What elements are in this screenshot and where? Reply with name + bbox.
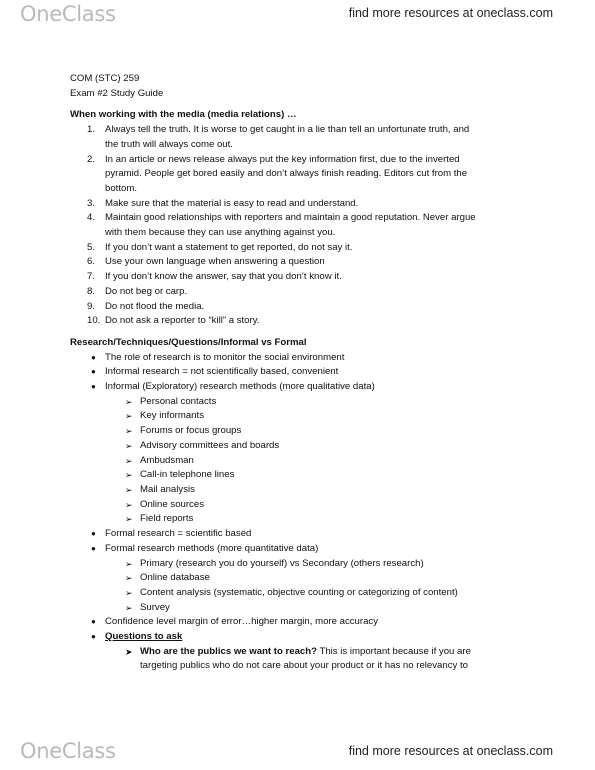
- item-line: Do not flood the media.: [105, 300, 205, 312]
- bullet-text: Informal research = not scientifically based, convenient: [105, 366, 339, 378]
- research-bullets-3: [70, 615, 540, 644]
- arrow-icon: ➢: [125, 602, 133, 613]
- arrow-icon: ➢: [125, 484, 133, 495]
- list-item: [70, 586, 540, 601]
- list-item: [70, 409, 540, 424]
- list-item: [70, 395, 540, 410]
- list-item: [70, 365, 540, 380]
- section-research-title: Research/Techniques/Questions/Informal vs Formal: [70, 336, 307, 348]
- list-item: [70, 527, 540, 542]
- item-line: with them because they can use anything against you.: [105, 227, 336, 239]
- bullet-text: Informal (Exploratory) research methods (more qualitative data): [105, 381, 375, 393]
- item-number: 1.: [87, 124, 96, 136]
- document-subtitle: Exam #2 Study Guide: [70, 87, 164, 99]
- item-number: 5.: [87, 241, 96, 253]
- logo-text: OneClass: [20, 2, 116, 26]
- item-line: pyramid. People get bored easily and don’t always finish reading. Editors cut from the: [105, 168, 468, 180]
- list-item: [70, 557, 540, 572]
- bullet-text: Formal research methods (more quantitative data): [105, 542, 319, 554]
- resources-link[interactable]: find more resources at oneclass.com: [348, 6, 553, 20]
- research-bullets-2: [70, 527, 540, 556]
- item-number: 2.: [87, 153, 96, 165]
- method-text: Survey: [140, 601, 170, 613]
- list-item: [70, 454, 540, 469]
- list-item: [70, 571, 540, 586]
- list-item: [70, 630, 540, 645]
- numbered-item: [70, 300, 540, 315]
- item-line: In an article or news release always put the key information first, due to the inverted: [105, 153, 460, 165]
- item-line: If you don’t want a statement to get reported, do not say it.: [105, 241, 353, 253]
- course-code: COM (STC) 259: [70, 73, 140, 84]
- page-footer: [0, 738, 595, 768]
- list-item: [70, 424, 540, 439]
- section-media-relations-title: When working with the media (media relations) …: [70, 109, 297, 121]
- arrow-icon: ➢: [125, 426, 133, 437]
- item-line: Do not beg or carp.: [105, 285, 188, 297]
- method-text: Field reports: [140, 513, 194, 525]
- method-text: Mail analysis: [140, 483, 195, 495]
- bullet-text: Confidence level margin of error…higher margin, more accuracy: [105, 616, 379, 628]
- questions-heading: Questions to ask: [105, 631, 183, 643]
- numbered-item: [70, 285, 540, 300]
- method-text: Ambudsman: [140, 454, 194, 466]
- item-line: Always tell the truth. It is worse to get caught in a lie than tell an unfortunate truth, and: [105, 124, 470, 136]
- list-item: [70, 498, 540, 513]
- item-line: the truth will always come out.: [105, 138, 233, 150]
- item-line: Maintain good relationships with reporters and maintain a good reputation. Never argue: [105, 212, 476, 224]
- bullet-text: Formal research = scientific based: [105, 528, 252, 540]
- list-item: [70, 615, 540, 630]
- bullet-icon: ●: [91, 367, 96, 377]
- bullet-icon: ●: [91, 382, 96, 392]
- question-rest: This is important because if you are: [316, 645, 471, 657]
- numbered-item: [70, 197, 540, 212]
- numbered-item: [70, 211, 540, 240]
- item-number: 10.: [87, 315, 101, 327]
- item-line: Use your own language when answering a question: [105, 256, 325, 268]
- bullet-icon: ●: [91, 617, 96, 627]
- oneclass-logo[interactable]: [20, 1, 116, 27]
- method-text: Online database: [140, 572, 210, 584]
- method-text: Forums or focus groups: [140, 425, 242, 437]
- numbered-item: [70, 241, 540, 256]
- research-bullets: [70, 351, 540, 395]
- list-item: [70, 512, 540, 527]
- numbered-item: [70, 255, 540, 270]
- list-item: [70, 601, 540, 616]
- arrow-icon: ➢: [125, 455, 133, 466]
- item-line: Do not ask a reporter to “kill” a story.: [105, 315, 260, 327]
- item-number: 8.: [87, 285, 96, 297]
- item-line: Make sure that the material is easy to read and understand.: [105, 197, 359, 209]
- page-header: [0, 0, 595, 30]
- bullet-icon: ●: [91, 352, 96, 362]
- method-text: Primary (research you do yourself) vs Secondary (others research): [140, 557, 424, 569]
- arrow-icon: ➢: [125, 558, 133, 569]
- list-item: [70, 468, 540, 483]
- question-continuation: targeting publics who do not care about your product or it has no relevancy to: [140, 660, 468, 672]
- item-number: 7.: [87, 271, 96, 283]
- questions-list: [70, 645, 540, 674]
- oneclass-logo-footer[interactable]: [20, 738, 116, 764]
- numbered-item: [70, 270, 540, 285]
- arrow-icon: ➢: [125, 499, 133, 510]
- list-item: [70, 645, 540, 674]
- list-item: [70, 351, 540, 366]
- arrow-icon: ➢: [125, 440, 133, 451]
- arrow-icon: ➢: [125, 470, 133, 481]
- method-text: Key informants: [140, 410, 204, 422]
- list-item: [70, 439, 540, 454]
- numbered-item: [70, 123, 540, 152]
- media-relations-list: [70, 123, 540, 329]
- bullet-icon: ●: [91, 529, 96, 539]
- formal-methods-list: [70, 557, 540, 616]
- list-item: [70, 380, 540, 395]
- bullet-text: The role of research is to monitor the social environment: [105, 351, 345, 363]
- arrow-icon: ➢: [125, 411, 133, 422]
- item-number: 3.: [87, 197, 96, 209]
- list-item: [70, 483, 540, 498]
- method-text: Advisory committees and boards: [140, 439, 280, 451]
- study-guide-document: [70, 72, 540, 674]
- arrow-icon: ➢: [125, 573, 133, 584]
- numbered-item: [70, 314, 540, 329]
- list-item: [70, 542, 540, 557]
- item-number: 4.: [87, 212, 96, 224]
- method-text: Personal contacts: [140, 395, 217, 407]
- item-number: 9.: [87, 300, 96, 312]
- arrow-icon: ➢: [125, 396, 133, 407]
- method-text: Online sources: [140, 498, 204, 510]
- numbered-item: [70, 153, 540, 197]
- logo-text: OneClass: [20, 739, 116, 763]
- arrow-icon: ➤: [125, 646, 133, 657]
- item-number: 6.: [87, 256, 96, 268]
- method-text: Call-in telephone lines: [140, 469, 235, 481]
- question-bold: Who are the publics we want to reach?: [140, 645, 317, 657]
- bullet-icon: ●: [91, 632, 96, 642]
- bullet-icon: ●: [91, 543, 96, 553]
- method-text: Content analysis (systematic, objective counting or categorizing of content): [140, 586, 458, 598]
- resources-link-footer[interactable]: find more resources at oneclass.com: [348, 744, 553, 758]
- item-line: bottom.: [105, 182, 137, 194]
- arrow-icon: ➢: [125, 514, 133, 525]
- item-line: If you don’t know the answer, say that you don’t know it.: [105, 271, 342, 283]
- arrow-icon: ➢: [125, 587, 133, 598]
- informal-methods-list: [70, 395, 540, 527]
